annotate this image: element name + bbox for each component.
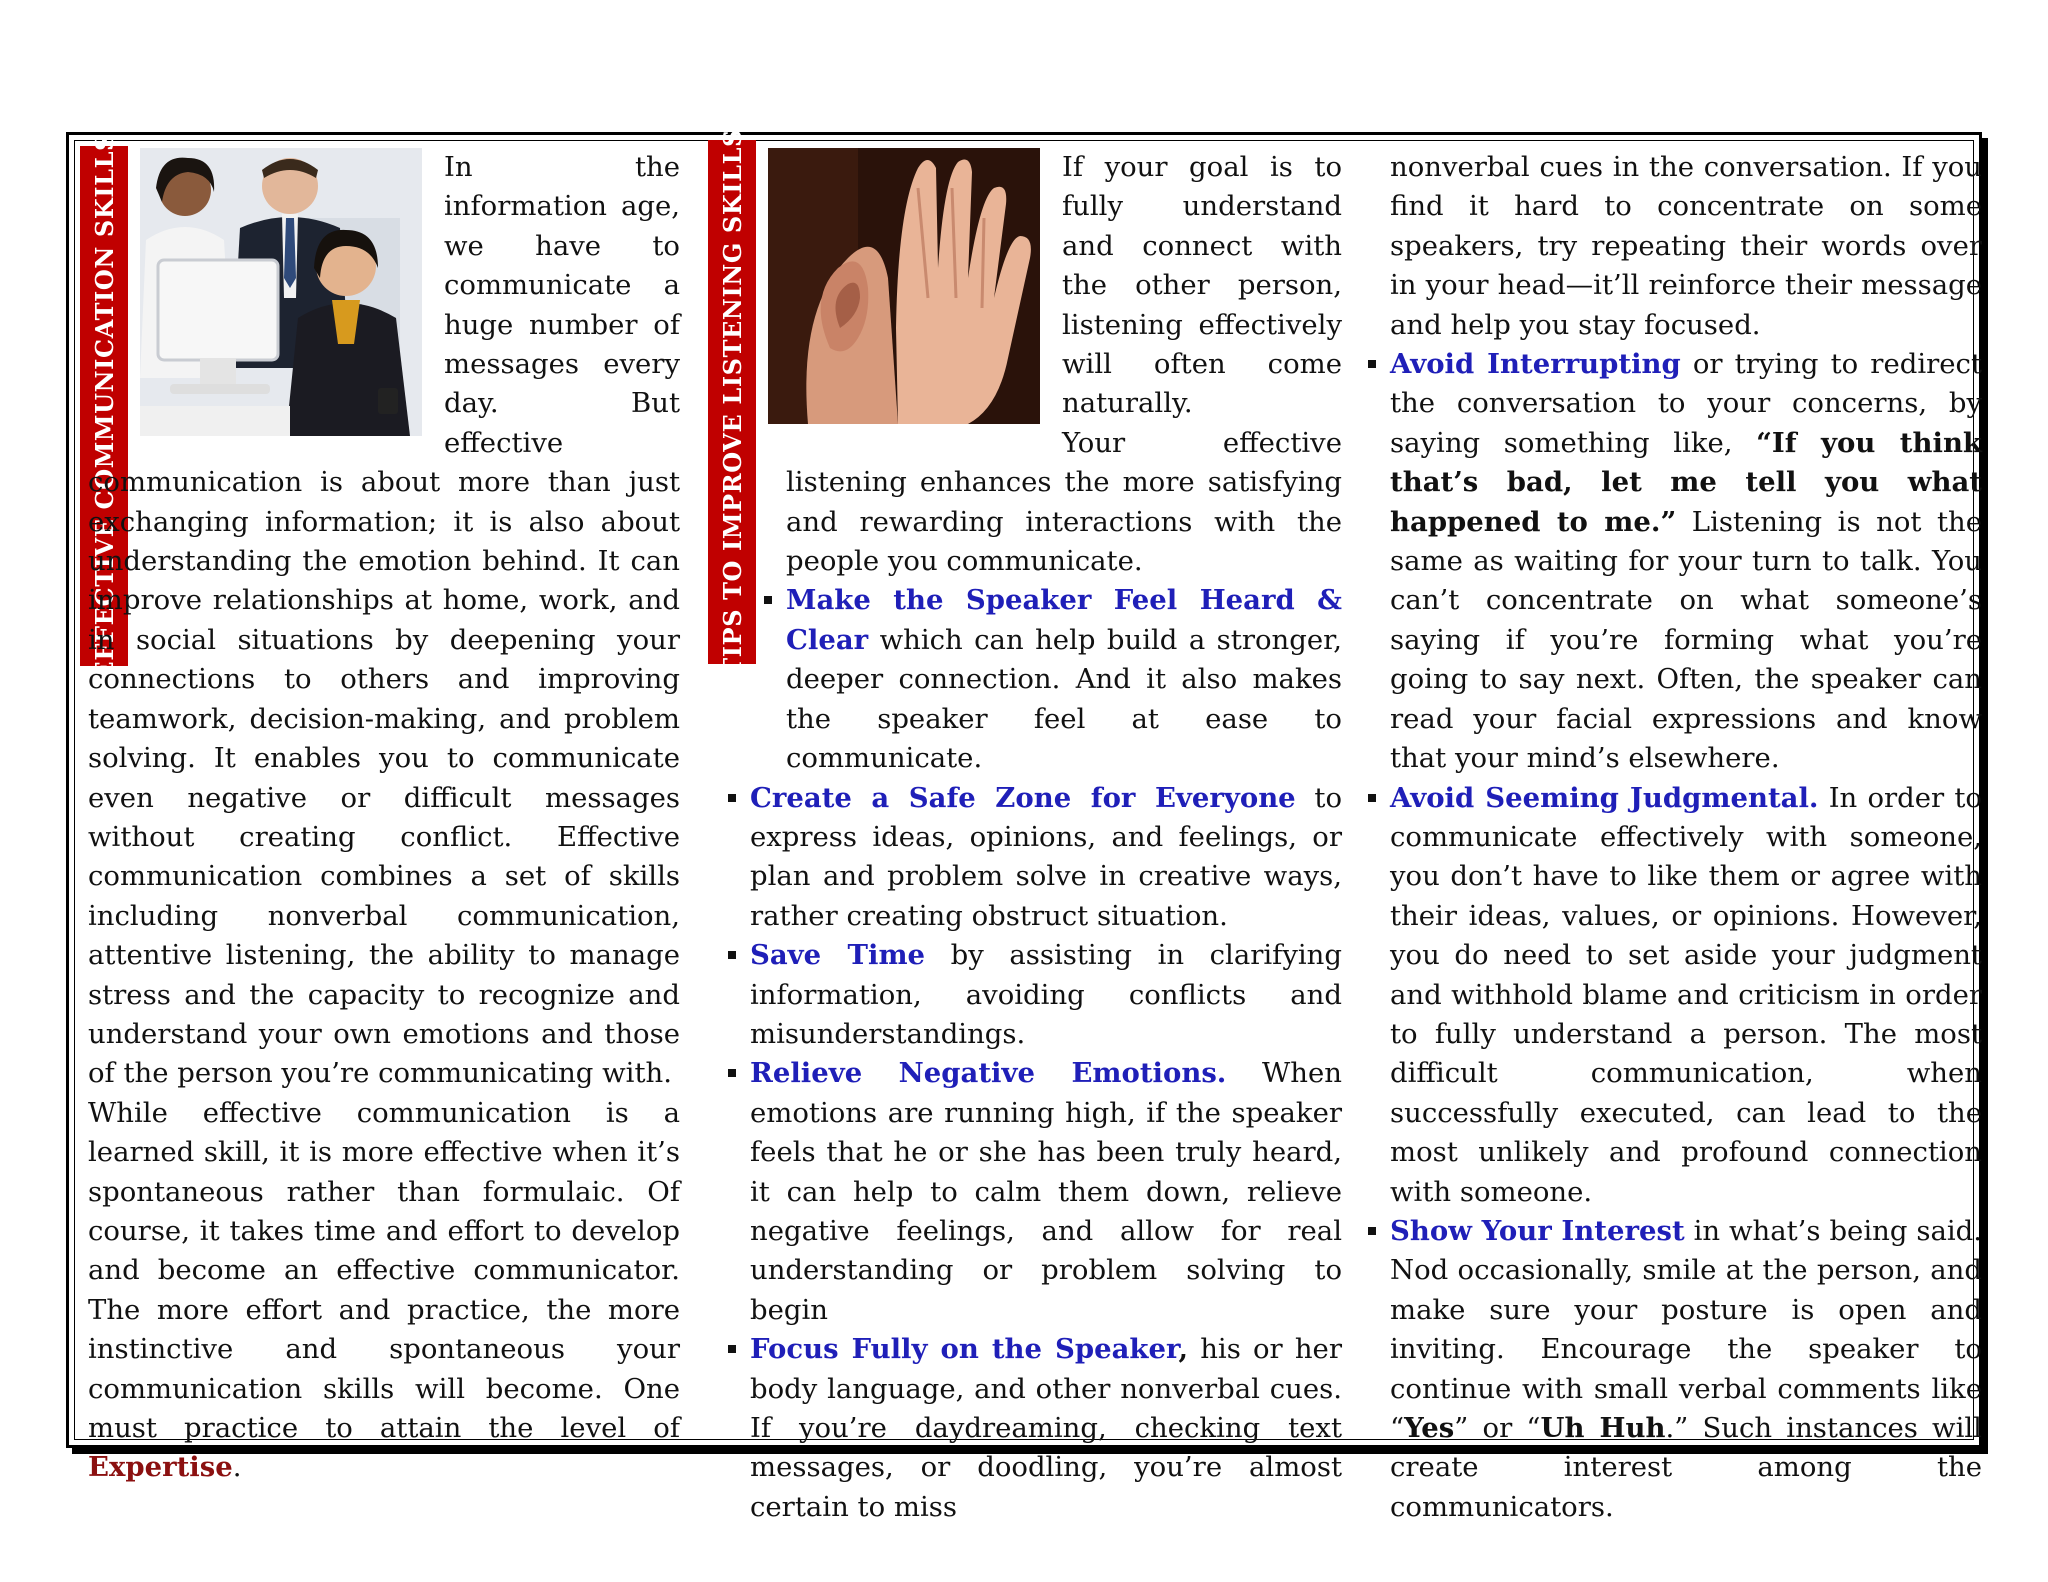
continued-paragraph <box>1390 148 1982 345</box>
tip-text: which can help build a stronger, deeper connection. And it also makes the speaker feel at ease to communicate. <box>786 623 1342 775</box>
bullet-icon <box>728 951 736 959</box>
tip-text: or trying to redirect the conversation to your concerns, by saying something like, <box>1390 348 1983 459</box>
bullet-icon <box>1368 360 1376 368</box>
list-item <box>1390 1212 1982 1527</box>
expertise-highlight: Expertise <box>88 1451 233 1484</box>
tip-text: ” or “ <box>1454 1412 1541 1444</box>
closing-paragraph <box>88 1094 680 1488</box>
intro-text: In the information age, we have to communicate a huge number of messages every day. But effective communication is about more than just exchanging information; it is also about understanding the emotion behind. It can improve relationships at home, work, and in social situations by deepening your connections to others and improving teamwork, decision-making, and problem solving. It enables you to communicate even negative or difficult messages without creating conflict. Effective communication combines a set of skills including nonverbal communication, attentive listening, the ability to manage stress and the capacity to recognize and understand your own emotions and those of the person you’re communicating with. <box>88 151 680 1090</box>
section-tab-listening <box>708 128 756 676</box>
section-tab-label: TIPS TO IMPROVE LISTENING SKILLS <box>717 128 747 676</box>
listening-tips-list <box>750 581 1342 1527</box>
tip-title: Save Time <box>750 939 926 972</box>
listening-intro2-text: Your effective listening enhances the more satisfying and rewarding interactions with the people you communicate. <box>786 426 1342 578</box>
tip-text: his or her body language, and other nonverbal cues. If you’re daydreaming, checking text messages, or doodling, you’re almost certain to miss <box>750 1333 1342 1523</box>
bullet-icon <box>764 596 772 604</box>
listening-intro-text: If your goal is to fully understand and connect with the other person, listening effectively will often come naturally. <box>1062 151 1342 420</box>
tip-text: .” Such instances will create interest among the communicators. <box>1390 1412 1982 1523</box>
tip-uh-huh: Uh Huh <box>1540 1412 1666 1444</box>
tip-text: When emotions are running high, if the speaker feels that he or she has been truly heard, it can help to calm them down, relieve negative feelings, and allow for real understanding or problem solving to begin <box>750 1057 1342 1326</box>
ear-listening-photo <box>768 148 1040 424</box>
tip-title: Create a Safe Zone for Everyone <box>750 781 1296 814</box>
tip-comma: , <box>1178 1333 1189 1366</box>
tip-yes: Yes <box>1404 1412 1455 1444</box>
tip-text: Listening is not the same as waiting for your turn to talk. You can’t concentrate on what someone’s saying if you’re forming what you’re going to say next. Often, the speaker can read your facial expressions and know that your mind’s elsewhere. <box>1390 505 1982 775</box>
list-item <box>1390 345 1982 778</box>
section-tab-label: EFFECTIVE COMMUNICATION SKILLS <box>89 132 119 680</box>
bullet-icon <box>728 1345 736 1353</box>
tip-text: by assisting in clarifying information, avoiding conflicts and misunderstandings. <box>750 939 1342 1050</box>
tip-text: to express ideas, opinions, and feelings, or plan and problem solve in creative ways, rather creating obstruct situation. <box>750 781 1342 932</box>
continued-text: nonverbal cues in the conversation. If you find it hard to concentrate on some speakers, try repeating their words over in your head—it’ll reinforce their message and help you stay focused. <box>1390 151 1982 341</box>
tip-title: Make the Speaker Feel Heard & Clear <box>786 584 1342 656</box>
column-communication <box>88 148 680 1488</box>
tip-quote: “If you think that’s bad, let me tell you what happened to me.” <box>1390 426 1982 538</box>
column-listening-tips <box>750 148 1342 1527</box>
list-item <box>750 1330 1342 1527</box>
list-item <box>750 581 1342 778</box>
column-listening-tips-continued <box>1390 148 1982 1527</box>
closing-period: . <box>232 1451 242 1484</box>
tip-text: In order to communicate effectively with someone, you don’t have to like them or agree with their ideas, values, or opinions. However, you do need to set aside your judgment and withhold blame and criticism in order to fully understand a person. The most difficult communication, when successfully executed, can lead to the most unlikely and profound connection with someone. <box>1390 781 1982 1208</box>
tip-title: Avoid Seeming Judgmental. <box>1390 781 1819 814</box>
listening-tips-list-2 <box>1390 345 1982 1527</box>
tip-title: Focus Fully on the Speaker <box>750 1333 1179 1366</box>
tip-title: Show Your Interest <box>1390 1214 1685 1247</box>
tip-title: Avoid Interrupting <box>1390 348 1681 381</box>
list-item <box>750 1054 1342 1330</box>
closing-text: While effective communication is a learned skill, it is more effective when it’s spontaneous rather than formulaic. Of course, it takes time and effort to develop and become an effective communicator. The more effort and practice, the more instinctive and spontaneous your communication skills will become. One must practice to attain the level of <box>88 1096 680 1444</box>
listening-intro-2 <box>750 424 1342 582</box>
bullet-icon <box>728 1069 736 1077</box>
office-team-photo <box>140 148 422 436</box>
list-item <box>750 936 1342 1054</box>
tip-title: Relieve Negative Emotions. <box>750 1057 1227 1090</box>
bullet-icon <box>728 794 736 802</box>
list-item <box>1390 779 1982 1212</box>
bullet-icon <box>1368 1227 1376 1235</box>
list-item <box>750 779 1342 937</box>
tip-text: in what’s being said. Nod occasionally, smile at the person, and make sure your posture is open and inviting. Encourage the speaker to continue with small verbal comments like “ <box>1390 1214 1982 1444</box>
bullet-icon <box>1368 794 1376 802</box>
